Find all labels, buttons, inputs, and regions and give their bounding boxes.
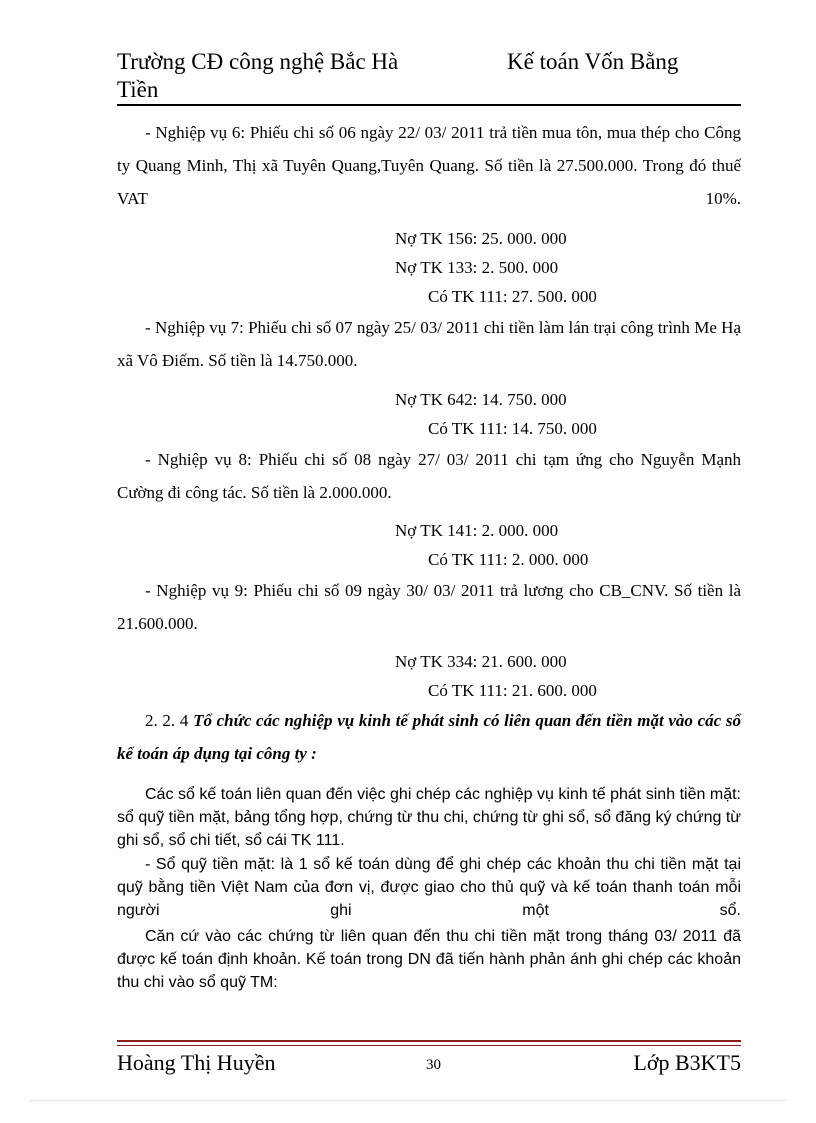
paragraph-books-text: Các sổ kế toán liên quan đến việc ghi chép các nghiệp vụ kinh tế phát sinh tiền mặt: sổ quỹ tiền mặt, bảng tổng hợp, chứng từ thu chi, chứng từ ghi sổ, sổ đăng ký chứng từ ghi sổ, sổ chi tiết, sổ cái TK 111. xyxy=(117,786,741,849)
footer-class: Lớp B3KT5 xyxy=(633,1050,741,1075)
paragraph-books xyxy=(117,783,741,852)
entry-nv6-debit-156: Nợ TK 156: 25. 000. 000 xyxy=(395,229,567,248)
section-heading xyxy=(117,704,741,770)
section-number: 2. 2. 4 xyxy=(145,711,189,730)
paragraph-nv6 xyxy=(117,116,741,215)
entry-nv6-debit-133: Nợ TK 133: 2. 500. 000 xyxy=(395,258,559,277)
entry-nv7-credit-111: Có TK 111: 14. 750. 000 xyxy=(428,419,597,438)
paragraph-cash-book-text: - Sổ quỹ tiền mặt: là 1 sổ kế toán dùng để ghi chép các khoản thu chi tiền mặt tại quỹ bằng tiền Việt Nam của đơn vị, được giao cho thủ quỹ và kế toán thanh toán mỗi người ghi một sổ. xyxy=(117,856,741,919)
paragraph-basis xyxy=(117,925,741,994)
paragraph-cash-book xyxy=(117,853,741,922)
footer-author: Hoàng Thị Huyền xyxy=(117,1050,276,1075)
paragraph-nv6-text: - Nghiệp vụ 6: Phiếu chi số 06 ngày 22/ 03/ 2011 trả tiền mua tôn, mua thép cho Công ty Quang Minh, Thị xã Tuyên Quang,Tuyên Quang. Số tiền là 27.500.000. Trong đó thuế VAT 10%. xyxy=(117,123,741,208)
section-title: Tổ chức các nghiệp vụ kinh tế phát sinh có liên quan đến tiền mặt vào các sổ kế toán áp dụng tại công ty : xyxy=(117,711,741,763)
paragraph-basis-text: Căn cứ vào các chứng từ liên quan đến thu chi tiền mặt trong tháng 03/ 2011 đã được kế toán định khoản. Kế toán trong DN đã tiến hành phản ánh ghi chép các khoản thu chi vào sổ quỹ TM: xyxy=(117,928,741,991)
bottom-dotted-border xyxy=(30,1100,786,1101)
entry-nv9-credit-111: Có TK 111: 21. 600. 000 xyxy=(428,681,597,700)
footer-rule-thin xyxy=(117,1045,741,1046)
entry-nv6-credit-111: Có TK 111: 27. 500. 000 xyxy=(428,287,597,306)
paragraph-nv7-text: - Nghiệp vụ 7: Phiếu chi số 07 ngày 25/ 03/ 2011 chi tiền làm lán trại công trình Me Hạ xã Vô Điếm. Số tiền là 14.750.000. xyxy=(117,318,741,370)
header-subject: Kế toán Vốn Bằng xyxy=(507,49,679,74)
entry-nv7-debit-642: Nợ TK 642: 14. 750. 000 xyxy=(395,390,567,409)
header-subject-cont: Tiền xyxy=(117,77,159,102)
entry-nv8-debit-141: Nợ TK 141: 2. 000. 000 xyxy=(395,521,559,540)
paragraph-nv9-text: - Nghiệp vụ 9: Phiếu chi số 09 ngày 30/ 03/ 2011 trả lương cho CB_CNV. Số tiền là 21.600.000. xyxy=(117,581,741,633)
paragraph-nv8-text: - Nghiệp vụ 8: Phiếu chi số 08 ngày 27/ 03/ 2011 chi tạm ứng cho Nguyễn Mạnh Cường đi công tác. Số tiền là 2.000.000. xyxy=(117,450,741,502)
paragraph-nv7 xyxy=(117,311,741,377)
paragraph-nv8 xyxy=(117,443,741,509)
paragraph-nv9 xyxy=(117,574,741,640)
entry-nv9-debit-334: Nợ TK 334: 21. 600. 000 xyxy=(395,652,567,671)
page-number: 30 xyxy=(426,1057,441,1073)
header-school: Trường CĐ công nghệ Bắc Hà xyxy=(117,49,399,74)
entry-nv8-credit-111: Có TK 111: 2. 000. 000 xyxy=(428,550,589,569)
header-rule xyxy=(117,104,741,106)
footer-rule-thick xyxy=(117,1040,741,1042)
